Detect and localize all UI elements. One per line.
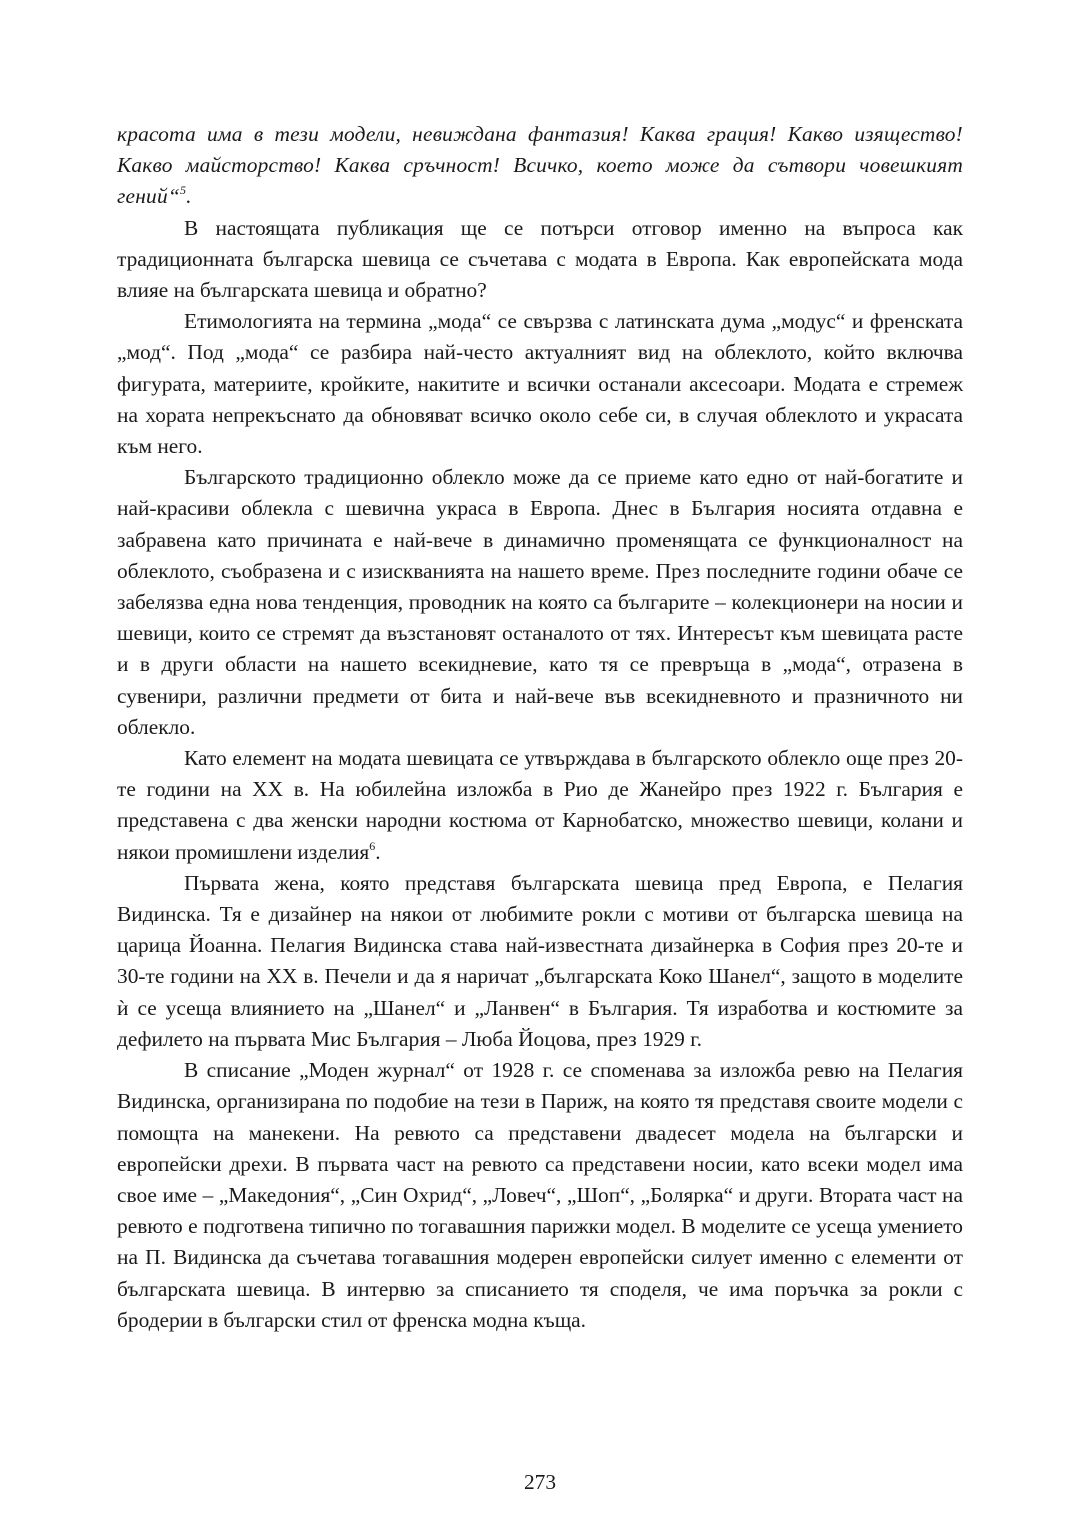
paragraph: Българското традиционно облекло може да се приеме като едно от най-богатите и най-красиви облекла с шевична украса в Европа. Днес в България носията отдавна е забравена като причината е най-вече в динамично променящата се функционалност на облеклото, съобразена и с изискванията на нашето време. През последните години обаче се забелязва една нова тенденция, проводник на която са българите – колекционери на носии и шевици, които се стремят да възстановят останалото от тях. Интересът към шевицата расте и в други области на нашето всекидневие, като тя се превръща в „мода“, отразена в сувенири, различни предмети от бита и най-вече във всекидневното и празничното ни облекло. <box>117 465 963 739</box>
footnote-reference[interactable]: 6 <box>369 838 376 853</box>
paragraph-text: Като елемент на модата шевицата се утвърждава в българското облекло още през 20-те години на XX в. На юбилейна изложба в Рио де Жанейро през 1922 г. България е представена с два женски народни костюма от Карнобатско, множество шевици, колани и някои промишлени изделия <box>117 746 963 864</box>
paragraph-end: . <box>375 839 381 864</box>
quote-text: красота има в тези модели, невиждана фантазия! Каква грация! Какво изящество! Какво майсторство! Каква сръчност! Всичко, което може да сътвори човешкият гений“ <box>117 122 963 209</box>
paragraph: В настоящата публикация ще се потърси отговор именно на въпроса как традиционната българска шевица се съчетава с модата в Европа. Как европейската мода влияе на българската шевица и обратно? <box>117 215 963 303</box>
paragraph: Първата жена, която представя българската шевица пред Европа, е Пелагия Видинска. Тя е дизайнер на някои от любимите рокли с мотиви от българска шевица на царица Йоанна. Пелагия Видинска става най-известната дизайнерка в София през 20-те и 30-те години на XX в. Печели и да я наричат „българската Коко Шанел“, защото в моделите ѝ се усеща влиянието на „Шанел“ и „Ланвен“ в България. Тя изработва и костюмите за дефилето на първата Мис България – Люба Йоцова, през 1929 г. <box>117 870 963 1051</box>
quote-paragraph <box>117 119 963 213</box>
page-number: 273 <box>523 1470 557 1494</box>
footnote-reference[interactable]: 5 <box>179 183 187 198</box>
body-text <box>117 119 963 1336</box>
paragraph: В списание „Моден журнал“ от 1928 г. се споменава за изложба ревю на Пелагия Видинска, организирана по подобие на тези в Париж, на която тя представя своите модели с помощта на манекени. На ревюто са представени двадесет модела на български и европейски дрехи. В първата част на ревюто са представени носии, като всеки модел има свое име – „Македония“, „Син Охрид“, „Ловеч“, „Шоп“, „Болярка“ и други. Втората част на ревюто е подготвена типично по тогавашния парижки модел. В моделите се усеща умението на П. Видинска да съчетава тогавашния модерен европейски силует именно с елементи от българската шевица. В интервю за списанието тя споделя, че има поръчка за рокли с бродерии в български стил от френска модна къща. <box>117 1058 963 1332</box>
quote-end: . <box>186 184 192 209</box>
paragraph <box>117 743 963 868</box>
paragraph: Етимологията на термина „мода“ се свързва с латинската дума „модус“ и френската „мод“. Под „мода“ се разбира най-често актуалният вид на облеклото, който включва фигурата, материите, кройките, накитите и всички останали аксесоари. Модата е стремеж на хората непрекъснато да обновяват всичко около себе си, в случая облеклото и украсата към него. <box>117 309 963 459</box>
